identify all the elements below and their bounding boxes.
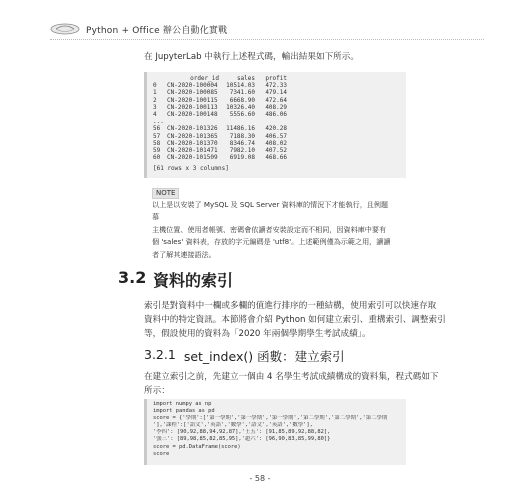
- output-row: [153, 147, 400, 154]
- output-cell-profit: 468.66: [265, 154, 287, 162]
- output-cell-index: 60: [153, 154, 161, 162]
- output-cell-sales: 8346.74: [229, 139, 255, 147]
- output-row: [153, 154, 400, 161]
- output-col-profit: profit: [265, 75, 287, 82]
- output-cell-sales: [225, 118, 255, 125]
- output-row: [153, 104, 400, 111]
- output-summary: [61 rows x 3 columns]: [153, 165, 229, 173]
- output-cell-order-id: CN-2020-100004: [167, 82, 218, 90]
- output-cell-sales: 10514.03: [226, 82, 255, 90]
- output-cell-order-id: CN-2020-100115: [167, 96, 218, 104]
- code-line: import numpy as np: [153, 401, 212, 407]
- output-block: [144, 72, 406, 178]
- output-cell-order-id: [167, 118, 225, 125]
- output-cell-profit: 472.64: [265, 96, 287, 104]
- output-cell-profit: 479.14: [265, 89, 287, 97]
- code-line: score = pd.DataFrame(score): [153, 443, 241, 450]
- output-row: [153, 125, 400, 132]
- output-cell-profit: 420.28: [265, 125, 287, 133]
- output-cell-index: 4: [153, 110, 157, 118]
- code-line: score: [153, 450, 170, 457]
- output-cell-sales: 5556.60: [229, 110, 255, 118]
- output-col-sales: sales: [236, 75, 255, 82]
- output-cell-profit: 406.57: [265, 132, 287, 140]
- section-paragraph: [144, 299, 486, 341]
- output-cell-order-id: CN-2020-101509: [167, 154, 218, 162]
- output-cell-profit: [255, 118, 287, 125]
- note-line: 個 'sales' 資料表，存放的字元編碼是 'utf8'。上述範例僅為示範之用，讀讀: [152, 237, 391, 247]
- note-label: NOTE: [152, 188, 179, 199]
- code-line: import pandas as pd: [153, 408, 215, 415]
- output-row: [153, 140, 400, 147]
- output-cell-order-id: CN-2020-101370: [167, 139, 218, 147]
- section-paragraph-line: 索引是對資料中一欄或多欄的值進行排序的一種結構，使用索引可以快速存取: [144, 301, 437, 311]
- output-col-order-id: order_id: [190, 75, 219, 82]
- running-header-title: Python + Office 辦公自動化實戰: [86, 25, 228, 36]
- header-rule: [50, 39, 484, 40]
- output-row: [153, 89, 400, 96]
- note-line: 主機位置、使用者帳號、密碼會依讀者安裝設定而不相同，因資料庫中要有: [152, 224, 387, 234]
- output-cell-sales: 6668.90: [229, 96, 255, 104]
- note-text: [152, 199, 392, 261]
- note-line: 以上是以安裝了 MySQL 及 SQL Server 資料庫的情況下才能執行，且例題慕: [152, 200, 389, 222]
- output-cell-order-id: CN-2020-100113: [167, 103, 218, 111]
- output-cell-order-id: CN-2020-101365: [167, 132, 218, 140]
- output-cell-sales: 6919.08: [229, 154, 255, 162]
- output-cell-index: 58: [153, 139, 161, 147]
- output-cell-sales: 7982.10: [229, 146, 255, 154]
- subsection-heading: [144, 347, 345, 365]
- code-line: '李四': [90,92,88,94,92,87],'王五': [91,85,89,92,88,82],: [153, 429, 331, 436]
- output-cell-sales: 11486.16: [226, 125, 255, 133]
- output-cell-sales: 7341.60: [229, 89, 255, 97]
- running-header: [50, 22, 227, 36]
- intro-paragraph: 在 JupyterLab 中執行上述程式碼，輸出結果如下所示。: [144, 52, 359, 62]
- output-cell-order-id: CN-2020-100085: [167, 89, 218, 97]
- output-row: [153, 82, 400, 89]
- output-row: [153, 97, 400, 104]
- output-cell-index: 0: [153, 82, 157, 90]
- output-cell-profit: 486.06: [265, 110, 287, 118]
- code-block: [144, 399, 406, 465]
- output-row: [153, 133, 400, 140]
- note-line: 者了解其連接語法。: [152, 249, 216, 259]
- subsection-paragraph-line: 所示：: [144, 386, 170, 396]
- output-cell-profit: 408.29: [265, 103, 287, 111]
- output-cell-index: 56: [153, 125, 161, 133]
- output-cell-profit: 408.02: [265, 139, 287, 147]
- subsection-paragraph: [144, 370, 486, 398]
- section-title: 資料的索引: [153, 271, 234, 290]
- subsection-title: set_index() 函數：建立索引: [183, 349, 345, 364]
- code-line: '張三': [89,98,85,82,85,95],'趙六': [96,90,83,85,99,80]}: [153, 436, 331, 443]
- page-number: - 58 -: [249, 474, 271, 483]
- book-logo-icon: [50, 23, 80, 35]
- output-cell-profit: 407.52: [265, 146, 287, 154]
- section-paragraph-line: 資料中的特定資訊。本節將會介紹 Python 如何建立索引、重構索引、調整索引: [144, 315, 446, 325]
- code-line: '],'課程':['語文','英語','數學','語文','英語','數學'],: [153, 422, 313, 429]
- output-cell-order-id: CN-2020-101471: [167, 146, 218, 154]
- code-line: score = {'學期':['第一學期','第一學期','第一學期','第二學期','第二學期','第二學期: [153, 415, 388, 422]
- output-cell-sales: 7188.30: [229, 132, 255, 140]
- subsection-paragraph-line: 在建立索引之前，先建立一個由 4 名學生考試成績構成的資料集，程式碼如下: [144, 372, 439, 382]
- output-cell-index: 2: [153, 96, 157, 104]
- output-row: [153, 118, 400, 125]
- output-cell-index: ...: [153, 118, 164, 126]
- output-cell-index: 59: [153, 146, 161, 154]
- output-cell-index: 3: [153, 103, 157, 111]
- output-cell-profit: 472.33: [265, 82, 287, 90]
- output-cell-order-id: CN-2020-101326: [167, 125, 218, 133]
- output-cell-index: 57: [153, 132, 161, 140]
- output-header-row: [153, 75, 400, 82]
- output-cell-sales: 10326.40: [226, 103, 255, 111]
- output-cell-index: 1: [153, 89, 157, 97]
- output-cell-order-id: CN-2020-100148: [167, 110, 218, 118]
- output-row: [153, 111, 400, 118]
- section-number: 3.2: [118, 268, 147, 287]
- subsection-number: 3.2.1: [144, 347, 176, 362]
- section-paragraph-line: 等，假設使用的資料為「2020 年兩個學期學生考試成績」。: [144, 329, 371, 339]
